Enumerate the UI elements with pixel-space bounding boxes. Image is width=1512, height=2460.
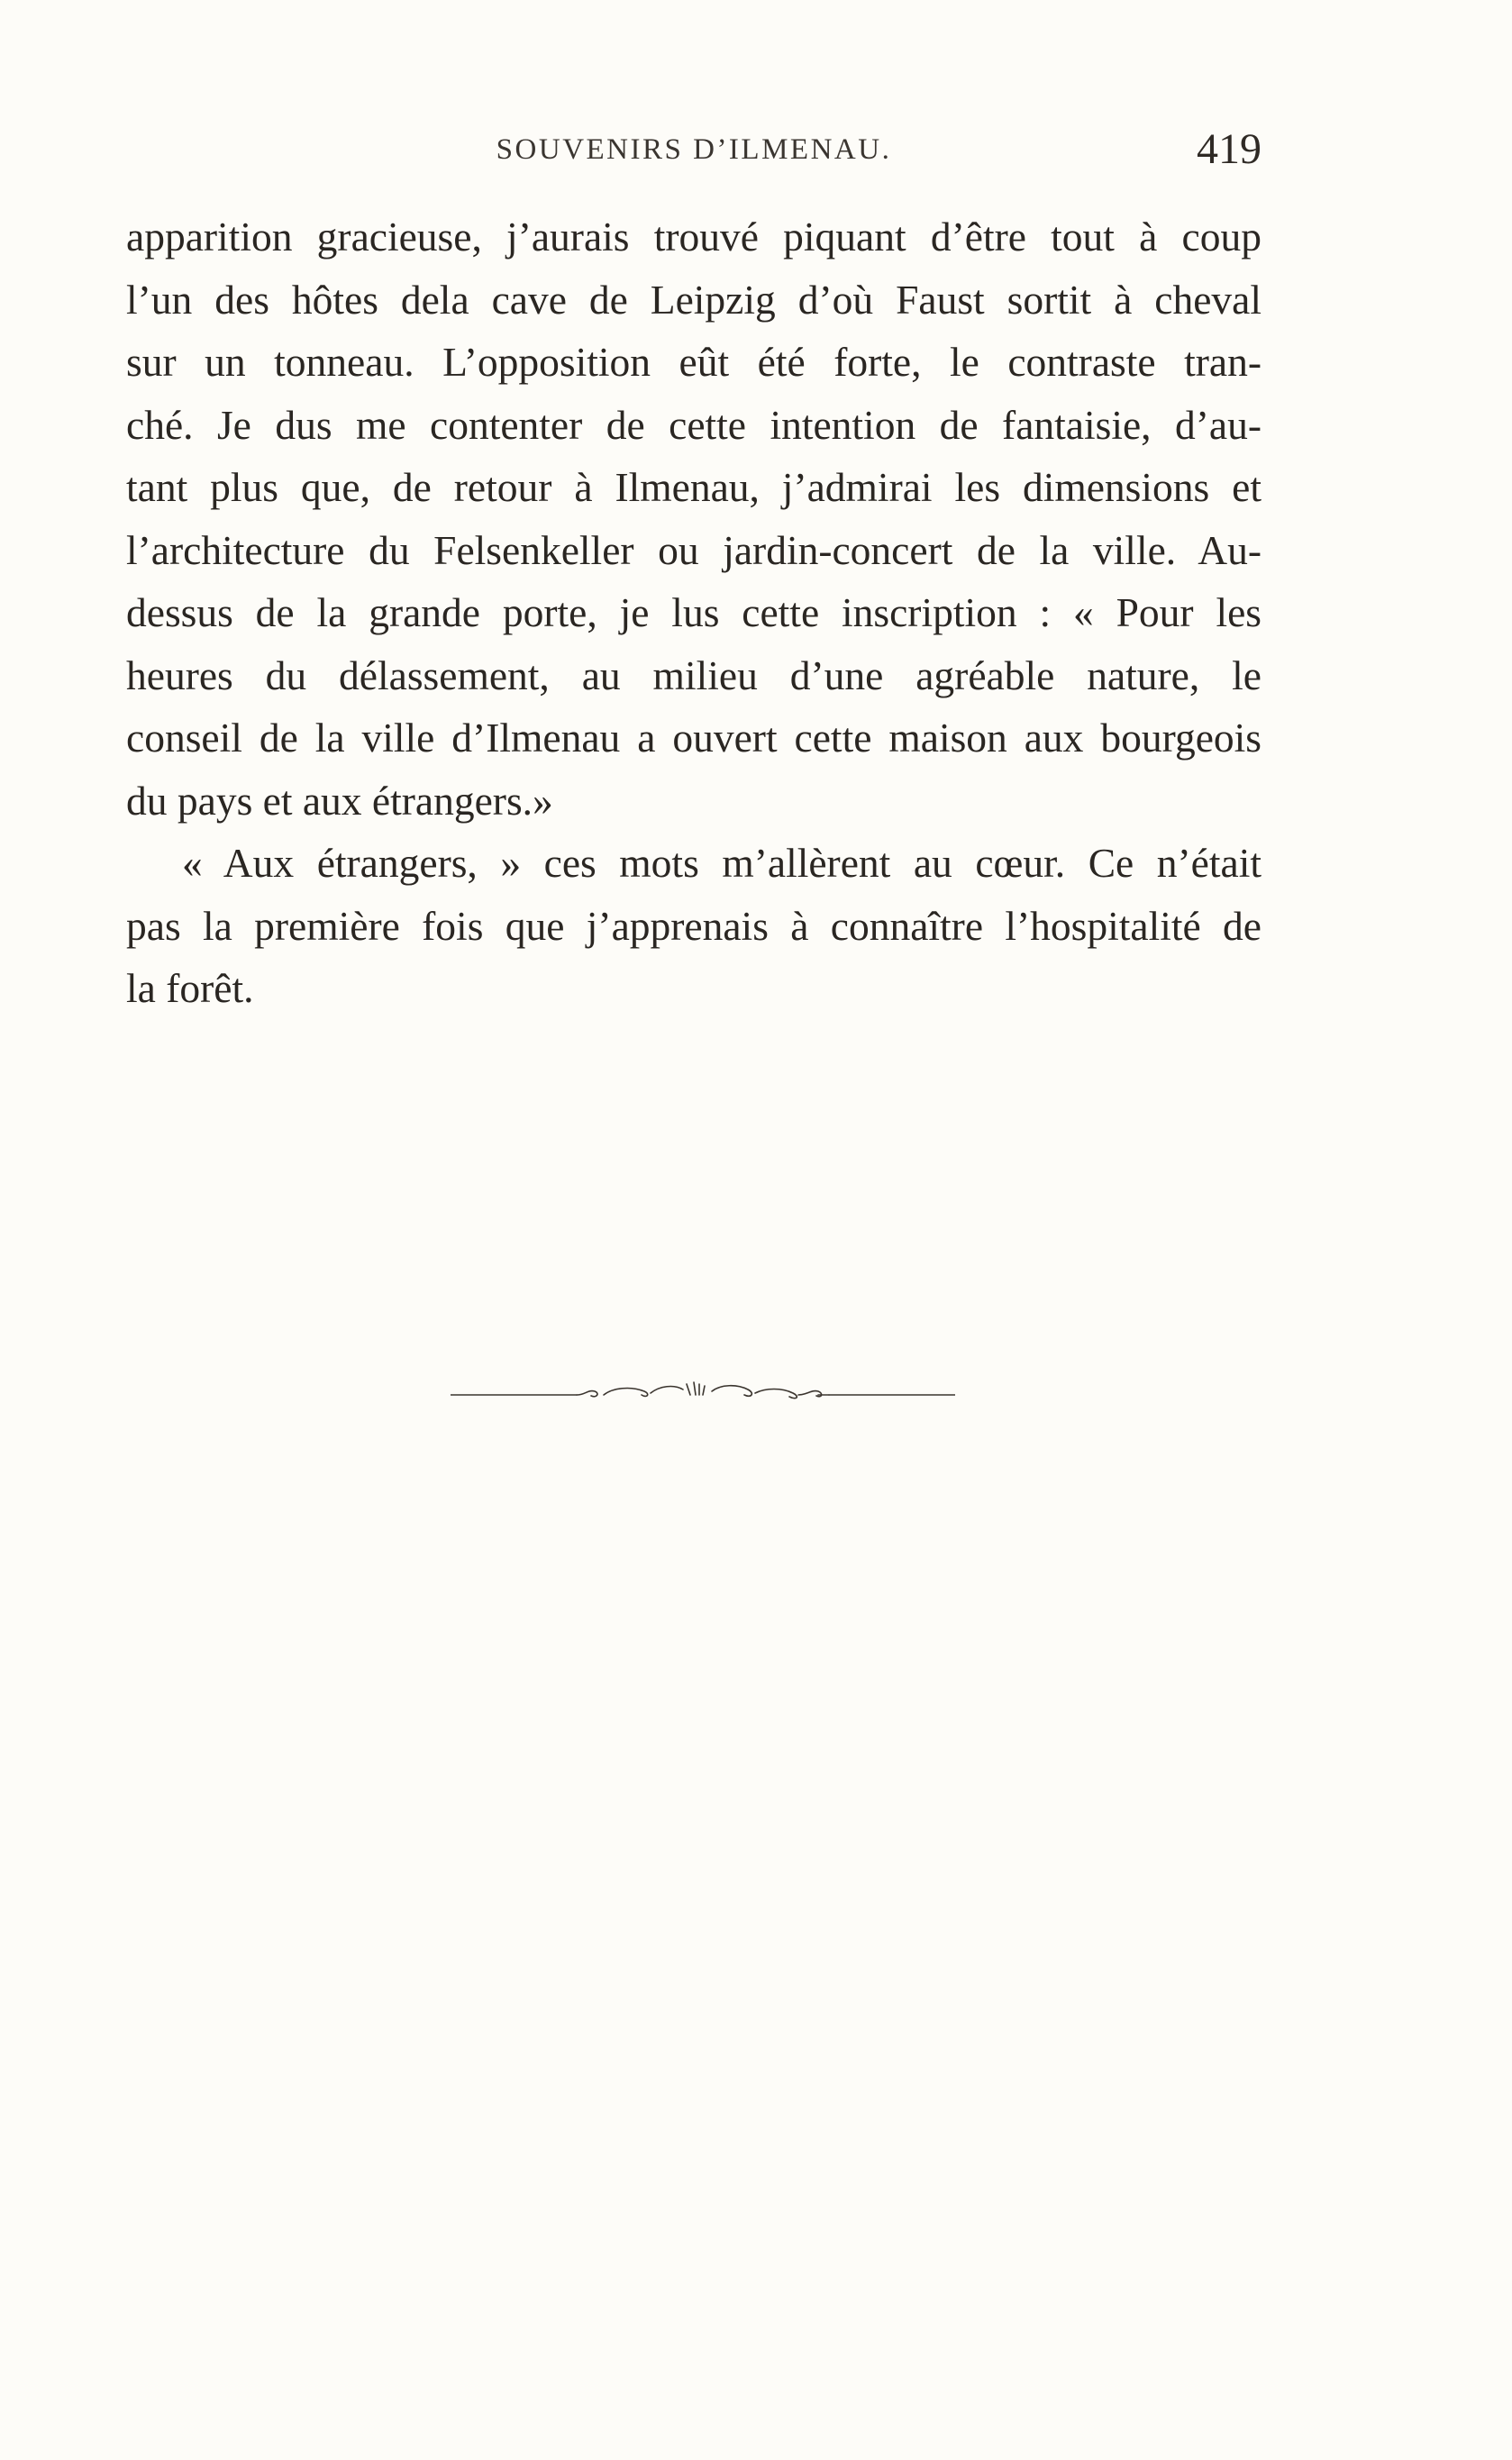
text-line: l’architecture du Felsenkeller ou jardin-concert de la ville. Au- bbox=[126, 526, 1262, 573]
text-line: ché. Je dus me contenter de cette intention de fantaisie, d’au- bbox=[126, 401, 1262, 448]
text-line: la forêt. bbox=[126, 965, 254, 1011]
text-line: tant plus que, de retour à Ilmenau, j’admirai les dimensions et bbox=[126, 464, 1262, 510]
page-number: 419 bbox=[1197, 125, 1262, 173]
tailpiece-ornament-icon bbox=[451, 1379, 955, 1406]
text-line: pas la première fois que j’apprenais à connaître l’hospitalité de bbox=[126, 902, 1262, 949]
text-line: dessus de la grande porte, je lus cette inscription : « Pour les bbox=[126, 589, 1262, 635]
text-line: sur un tonneau. L’opposition eût été forte, le contraste tran- bbox=[126, 339, 1262, 385]
text-line: du pays et aux étrangers.» bbox=[126, 777, 553, 824]
running-title: SOUVENIRS D’ILMENAU. bbox=[496, 133, 892, 166]
text-line: apparition gracieuse, j’aurais trouvé piquant d’être tout à coup bbox=[126, 214, 1262, 260]
text-line: heures du délassement, au milieu d’une agréable nature, le bbox=[126, 651, 1262, 698]
running-head bbox=[126, 124, 1262, 178]
text-line: « Aux étrangers, » ces mots m’allèrent au cœur. Ce n’était bbox=[182, 840, 1262, 886]
text-line: l’un des hôtes dela cave de Leipzig d’où Faust sortit à cheval bbox=[126, 276, 1262, 323]
text-line: conseil de la ville d’Ilmenau a ouvert cette maison aux bourgeois bbox=[126, 715, 1262, 761]
body-text bbox=[126, 205, 1262, 1020]
